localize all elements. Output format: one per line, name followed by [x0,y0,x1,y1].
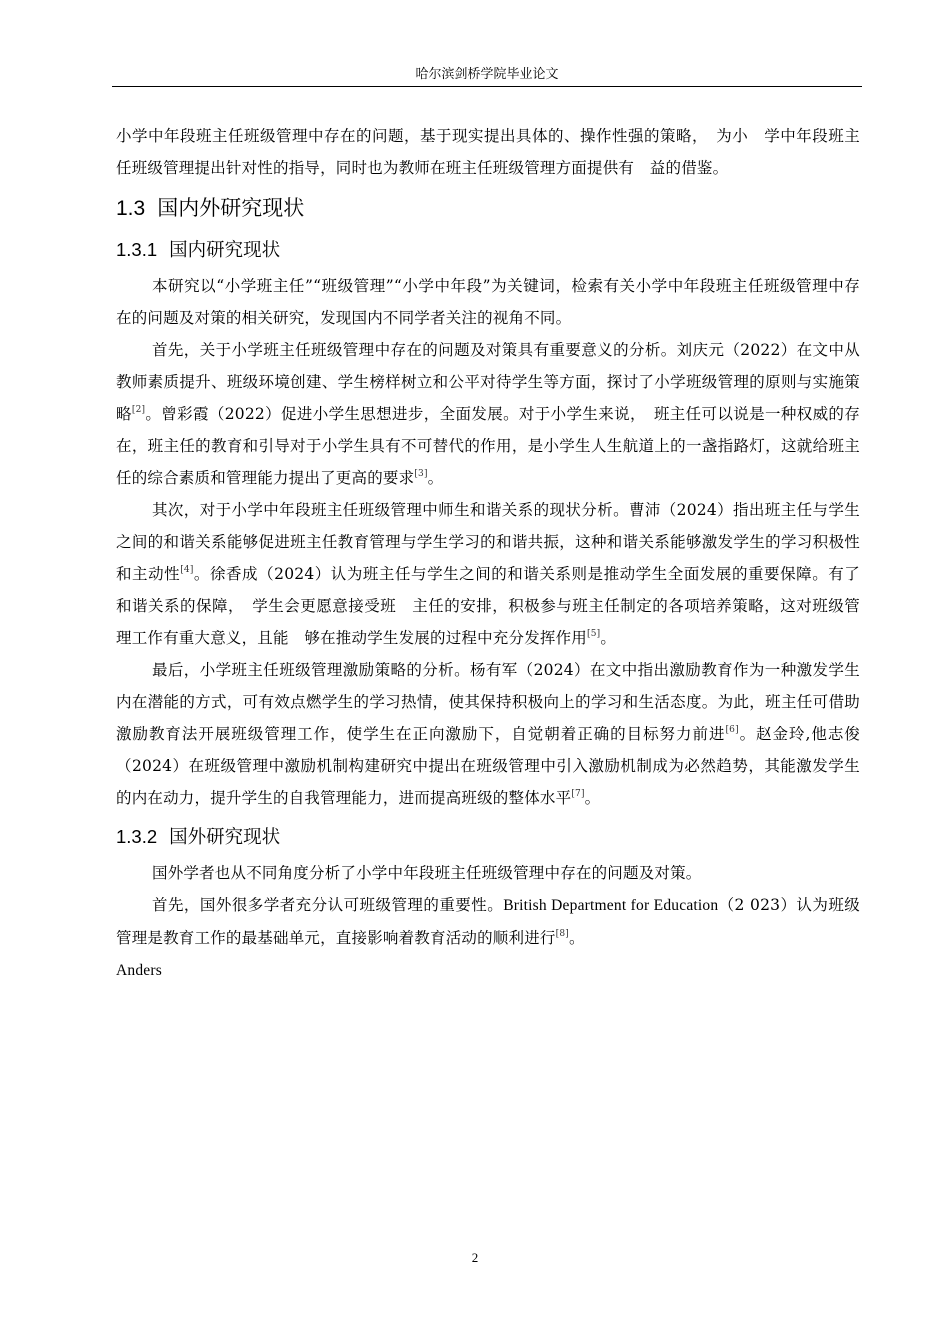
section-heading-1-3-2 [116,820,860,855]
citation-ref[interactable]: [3] [414,469,428,479]
citation-ref[interactable]: [8] [555,929,569,939]
page-header: 哈尔滨剑桥学院毕业论文 [415,66,559,81]
page-body [116,120,860,987]
citation-ref[interactable]: [5] [587,629,601,639]
intro-paragraph: 小学中年段班主任班级管理中存在的问题，基于现实提出具体的、操作性强的策略， 为小 学中年段班主任班级管理提出针对性的指导，同时也为教师在班主任班级管理方面提供有 益的借鉴。 [116,127,860,177]
paragraph-text: 。 [568,929,585,947]
domestic-paragraph-4 [116,654,860,814]
section-title: 国外研究现状 [169,827,281,848]
paragraph-text: 。徐香成（2024）认为班主任与学生之间的和谐关系则是推动学生全面发展的重要保障。有了和谐关系的保障， 学生会更愿意接受班 主任的安排，积极参与班主任制定的各项培养策略，这对班级管理工作有重大意义，且能 够在推动学生发展的过程中充分发挥作用 [116,565,860,647]
section-number: 1.3 [116,197,146,220]
paragraph-text: 。 [600,629,617,647]
paragraph-text: Anders [116,962,162,979]
paragraph-text: 。 [427,469,444,487]
section-heading-1-3-1 [116,233,860,268]
paragraph-text: 其次，对于小学中年段班主任班级管理中师生和谐关系的现状分析。曹沛（2024）指出班主任与学生之间的和谐关系能够促进班主任教育管理与学生学习的和谐共振，这种和谐关系能够激发学生的学习积极性和主动性 [116,501,860,583]
foreign-paragraph-2 [116,889,860,987]
section-number: 1.3.1 [116,239,158,260]
foreign-paragraph-1: 国外学者也从不同角度分析了小学中年段班主任班级管理中存在的问题及对策。 [152,864,702,882]
citation-ref[interactable]: [2] [131,405,146,415]
domestic-paragraph-2 [116,334,860,494]
citation-ref[interactable]: [4] [180,565,194,575]
section-title: 国内外研究现状 [157,196,305,220]
paragraph-text: （2 023）认为班级管理是教育工作的最基础单元，直接影响着教育活动的顺利进行 [116,896,861,947]
section-heading-1-3 [116,190,860,227]
paragraph-text: 。 [584,789,601,807]
page-number: 2 [471,1250,479,1265]
section-title: 国内研究现状 [169,240,281,261]
citation-ref[interactable]: [6] [725,725,739,735]
institution-name: British Department for Education [503,897,719,914]
paragraph-text: 最后，小学班主任班级管理激励策略的分析。杨有军（2024）在文中指出激励教育作为一种激发学生内在潜能的方式，可有效点燃学生的学习热情，使其保持积极向上的学习和生活态度。为此，班主任可借助激励教育法开展班级管理工作，使学生在正向激励下，自觉朝着正确的目标努力前进 [116,661,860,743]
paragraph-text: 。赵金玲,他志俊（2024）在班级管理中激励机制构建研究中提出在班级管理中引入激励机制成为必然趋势，其能激发学生的内在动力，提升学生的自我管理能力，进而提高班级的整体水平 [116,725,860,807]
section-number: 1.3.2 [116,826,158,847]
domestic-paragraph-3 [116,494,860,654]
citation-ref[interactable]: [7] [571,789,585,799]
paragraph-text: 首先，关于小学班主任班级管理中存在的问题及对策具有重要意义的分析。刘庆元（2022）在文中从教师素质提升、班级环境创建、学生榜样树立和公平对待学生等方面，探讨了小学班级管理的原则与实施策略 [116,341,860,423]
header-rule [112,86,862,87]
paragraph-text: 。曾彩霞（2022）促进小学生思想进步，全面发展。对于小学生来说， 班主任可以说是一种权威的存在，班主任的教育和引导对于小学生具有不可替代的作用，是小学生人生航道上的一盏指路灯，这就给班主任的综合素质和管理能力提出了更高的要求 [116,405,860,487]
domestic-paragraph-1: 本研究以“小学班主任”“班级管理”“小学中年段”为关键词，检索有关小学中年段班主任班级管理中存在的问题及对策的相关研究，发现国内不同学者关注的视角不同。 [116,277,860,327]
paragraph-text: 首先，国外很多学者充分认可班级管理的重要性。 [152,896,504,914]
